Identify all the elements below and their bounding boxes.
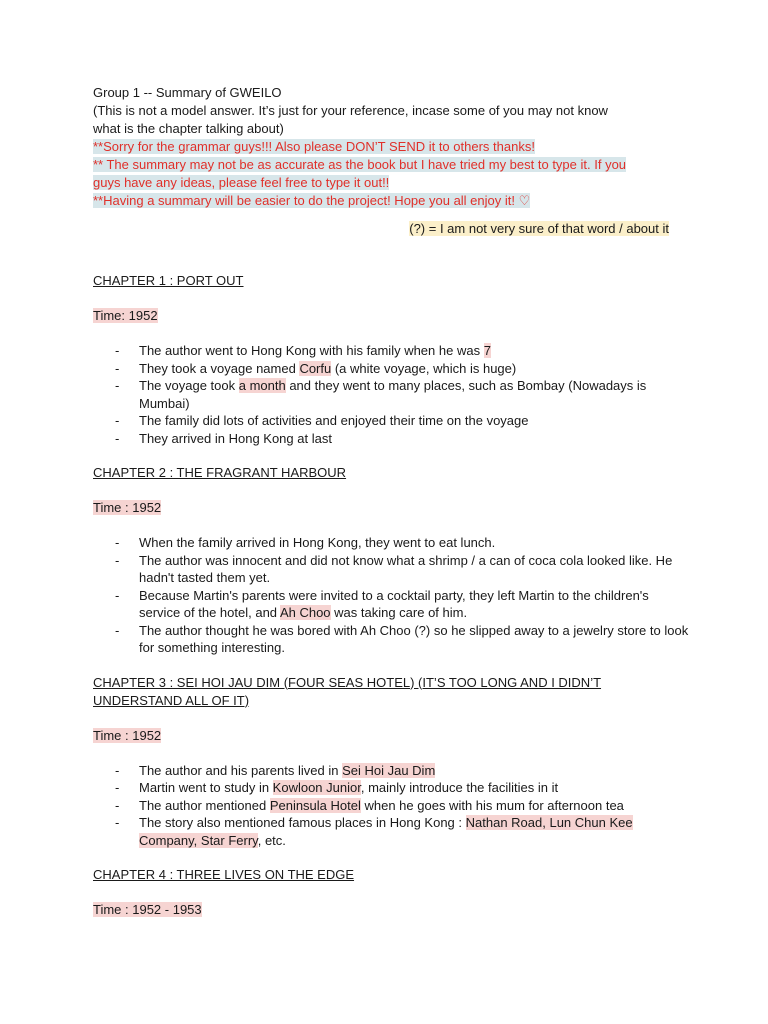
disclaimer-line-2: what is the chapter talking about) [93,121,284,136]
chapter-2-time: Time : 1952 [93,500,162,515]
list-item: - They arrived in Hong Kong at last [93,430,693,448]
document-page [93,84,693,919]
chapter-1-bullets [93,342,693,447]
chapter-2-section [93,464,693,657]
chapter-2-bullets [93,534,693,657]
warning-line-2a: ** The summary may not be as accurate as the book but I have tried my best to type it. If you [93,157,627,172]
list-item: - They took a voyage named Corfu (a white voyage, which is huge) [93,360,693,378]
chapter-1-title: CHAPTER 1 : PORT OUT [93,273,244,288]
chapter-3-section [93,674,693,850]
list-item: - The author thought he was bored with Ah Choo (?) so he slipped away to a jewelry store to look for something interesting. [93,622,693,657]
uncertainty-note: (?) = I am not very sure of that word / about it [409,221,669,236]
list-item: - The author went to Hong Kong with his family when he was 7 [93,342,693,360]
list-item: - The story also mentioned famous places in Hong Kong : Nathan Road, Lun Chun Kee Company, Star Ferry, etc. [93,814,693,849]
list-item: - The family did lots of activities and enjoyed their time on the voyage [93,412,693,430]
chapter-3-bullets [93,762,693,850]
list-item: - When the family arrived in Hong Kong, they went to eat lunch. [93,534,693,552]
warning-line-2b: guys have any ideas, please feel free to type it out!! [93,175,390,190]
chapter-3-time: Time : 1952 [93,727,162,743]
document-title: Group 1 -- Summary of GWEILO [93,85,282,100]
list-item: - The author mentioned Peninsula Hotel when he goes with his mum for afternoon tea [93,797,693,815]
chapter-2-title: CHAPTER 2 : THE FRAGRANT HARBOUR [93,465,347,480]
chapter-4-title: CHAPTER 4 : THREE LIVES ON THE EDGE [93,867,355,882]
list-item: - Because Martin's parents were invited to a cocktail party, they left Martin to the children's service of the hotel, and Ah Choo was taking care of him. [93,587,693,622]
list-item: - Martin went to study in Kowloon Junior, mainly introduce the facilities in it [93,779,693,797]
disclaimer-line-1: (This is not a model answer. It’s just for your reference, incase some of you may not know [93,103,608,118]
chapter-1-section [93,272,693,447]
list-item: - The voyage took a month and they went to many places, such as Bombay (Nowadays is Mumbai) [93,377,693,412]
chapter-3-title-line-2: UNDERSTAND ALL OF IT) [93,692,250,708]
list-item: - The author was innocent and did not know what a shrimp / a can of coca cola looked like. He hadn't tasted them yet. [93,552,693,587]
list-item: - The author and his parents lived in Sei Hoi Jau Dim [93,762,693,780]
chapter-4-section [93,866,693,919]
chapter-3-title-line-1: CHAPTER 3 : SEI HOI JAU DIM (FOUR SEAS HOTEL) (IT’S TOO LONG AND I DIDN’T [93,674,602,690]
chapter-4-time: Time : 1952 - 1953 [93,902,202,917]
warning-line-3: **Having a summary will be easier to do the project! Hope you all enjoy it! ♡ [93,193,531,208]
chapter-1-time: Time: 1952 [93,308,158,323]
warning-line-1: **Sorry for the grammar guys!!! Also please DON’T SEND it to others thanks! [93,139,535,154]
uncertainty-note-row [93,220,693,238]
